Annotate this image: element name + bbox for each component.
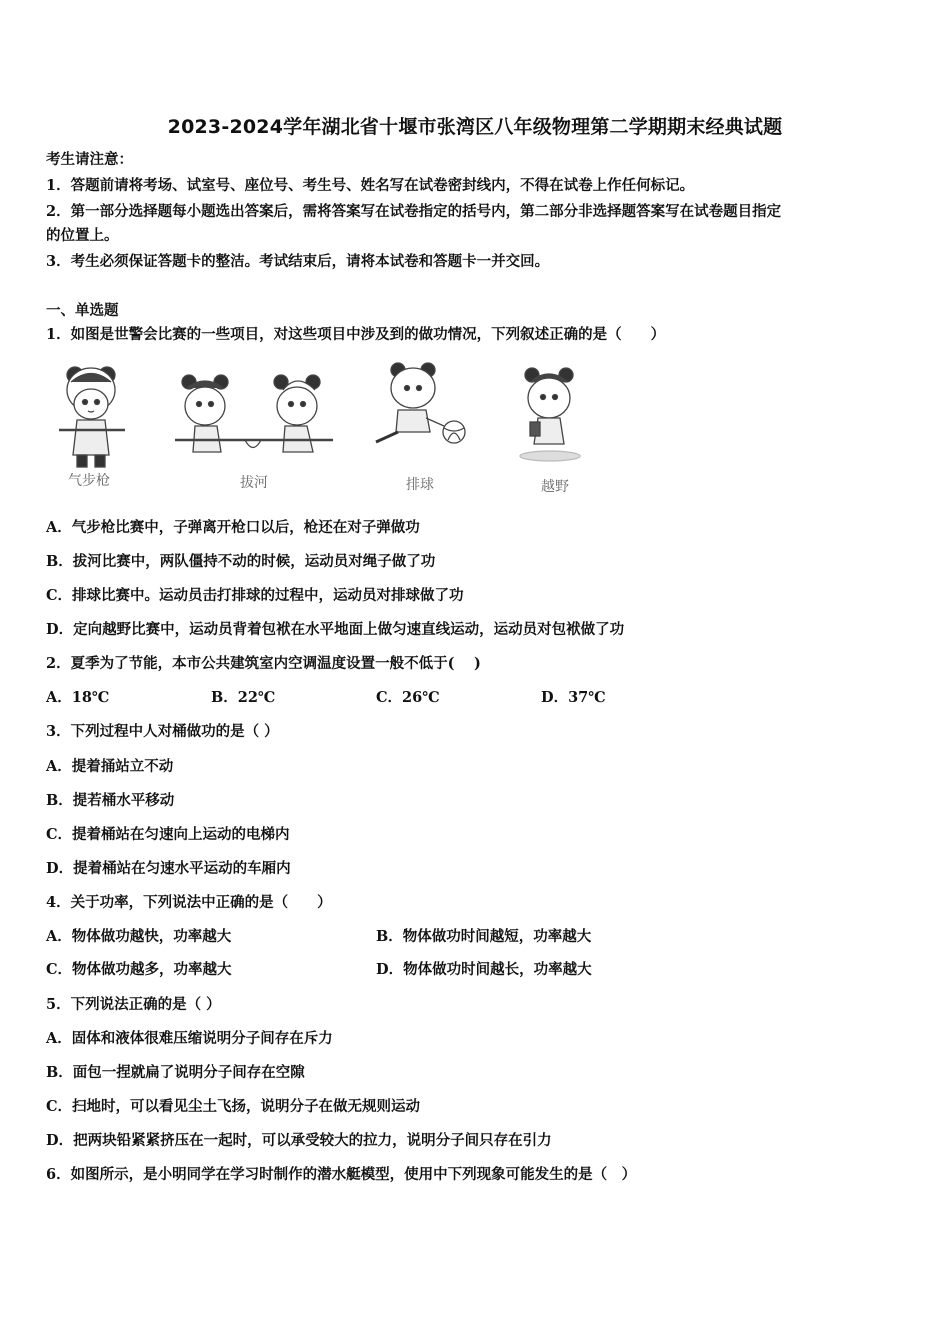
q4-option-a: A．物体做功越快，功率越大: [46, 928, 232, 945]
q2-option-b: B．22℃: [211, 689, 276, 706]
notice-item-1: 1．答题前请将考场、试室号、座位号、考生号、姓名写在试卷密封线内，不得在试卷上作任何标记。: [46, 177, 695, 194]
section-heading: 一、单选题: [46, 302, 119, 319]
q3-option-d: D．提着桶站在匀速水平运动的车厢内: [46, 860, 291, 877]
notice-item-2-cont: 的位置上。: [46, 227, 119, 244]
q3-stem: 3．下列过程中人对桶做功的是（ ）: [46, 723, 279, 740]
q5-option-d: D．把两块铅紧紧挤压在一起时，可以承受较大的拉力，说明分子间只存在引力: [46, 1132, 552, 1149]
q1-option-b: B．拔河比赛中，两队僵持不动的时候，运动员对绳子做了功: [46, 553, 436, 570]
notice-item-2: 2．第一部分选择题每小题选出答案后，需将答案写在试卷指定的括号内，第二部分非选择题答案写在试卷题目指定: [46, 203, 782, 220]
q6-stem: 6．如图所示，是小明同学在学习时制作的潜水艇模型，使用中下列现象可能发生的是（ ）: [46, 1166, 637, 1183]
q1-option-c: C．排球比赛中。运动员击打排球的过程中，运动员对排球做了功: [46, 587, 464, 604]
q2-option-c: C．26℃: [376, 689, 440, 706]
q5-option-b: B．面包一捏就扁了说明分子间存在空隙: [46, 1064, 305, 1081]
q4-stem: 4．关于功率，下列说法中正确的是（ ）: [46, 894, 332, 911]
q2-option-d: D．37℃: [541, 689, 606, 706]
q1-caption-orienteering: 越野: [541, 479, 569, 495]
q1-figure: [50, 360, 610, 500]
q1-stem: 1．如图是世警会比赛的一些项目，对这些项目中涉及到的做功情况，下列叙述正确的是（ ）: [46, 326, 666, 343]
q2-option-a: A．18℃: [46, 689, 110, 706]
q1-caption-air-rifle: 气步枪: [68, 473, 110, 489]
q4-option-d: D．物体做功时间越长，功率越大: [376, 961, 592, 978]
q2-stem: 2．夏季为了节能，本市公共建筑室内空调温度设置一般不低于( ): [46, 655, 481, 672]
notice-item-3: 3．考生必须保证答题卡的整洁。考试结束后，请将本试卷和答题卡一并交回。: [46, 253, 550, 270]
q3-option-b: B．提若桶水平移动: [46, 792, 175, 809]
q3-option-a: A．提着捅站立不动: [46, 758, 174, 775]
notice-heading: 考生请注意：: [46, 151, 133, 168]
q1-option-a: A．气步枪比赛中，子弹离开枪口以后，枪还在对子弹做功: [46, 519, 420, 536]
q5-stem: 5．下列说法正确的是（ ）: [46, 996, 221, 1013]
q4-option-c: C．物体做功越多，功率越大: [46, 961, 232, 978]
q1-option-d: D．定向越野比赛中，运动员背着包袱在水平地面上做匀速直线运动，运动员对包袱做了功: [46, 621, 625, 638]
q4-option-b: B．物体做功时间越短，功率越大: [376, 928, 592, 945]
q3-option-c: C．提着桶站在匀速向上运动的电梯内: [46, 826, 290, 843]
q5-option-c: C．扫地时，可以看见尘土飞扬，说明分子在做无规则运动: [46, 1098, 421, 1115]
q1-caption-volleyball: 排球: [406, 477, 434, 493]
q1-caption-tug-of-war: 拔河: [240, 475, 268, 491]
exam-title: 2023-2024学年湖北省十堰市张湾区八年级物理第二学期期末经典试题: [167, 116, 783, 138]
q5-option-a: A．固体和液体很难压缩说明分子间存在斥力: [46, 1030, 333, 1047]
